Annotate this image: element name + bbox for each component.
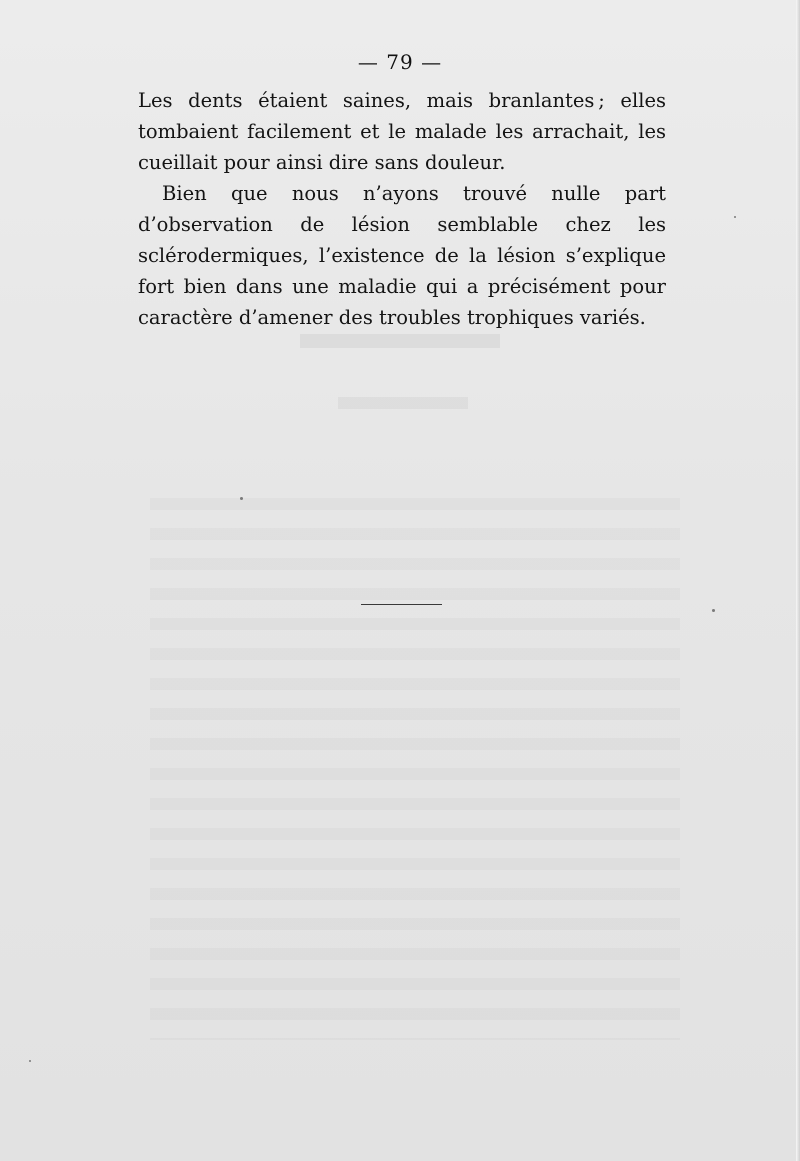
show-through-subheading (338, 392, 468, 414)
body-text (138, 85, 666, 333)
ink-speck (734, 216, 736, 218)
section-divider-rule (361, 604, 442, 605)
page-number: — 79 — (357, 50, 443, 74)
paragraph: Bien que nous n’ayons trouvé nulle part d’observation de lésion semblable chez les sclérodermiques, l’existence de la lésion s’explique fort bien dans une maladie qui a précisément pour caractère d’amener des troubles trophiques variés. (138, 182, 666, 329)
paragraph: Les dents étaient saines, mais branlantes ; elles tombaient facilement et le malade les arrachait, les cueillait pour ainsi dire sans douleur. (138, 89, 666, 174)
ink-speck (29, 1060, 31, 1062)
ink-speck (712, 609, 715, 612)
show-through-text-block (150, 480, 680, 1040)
ink-speck (240, 497, 243, 500)
page-edge (796, 0, 800, 1161)
